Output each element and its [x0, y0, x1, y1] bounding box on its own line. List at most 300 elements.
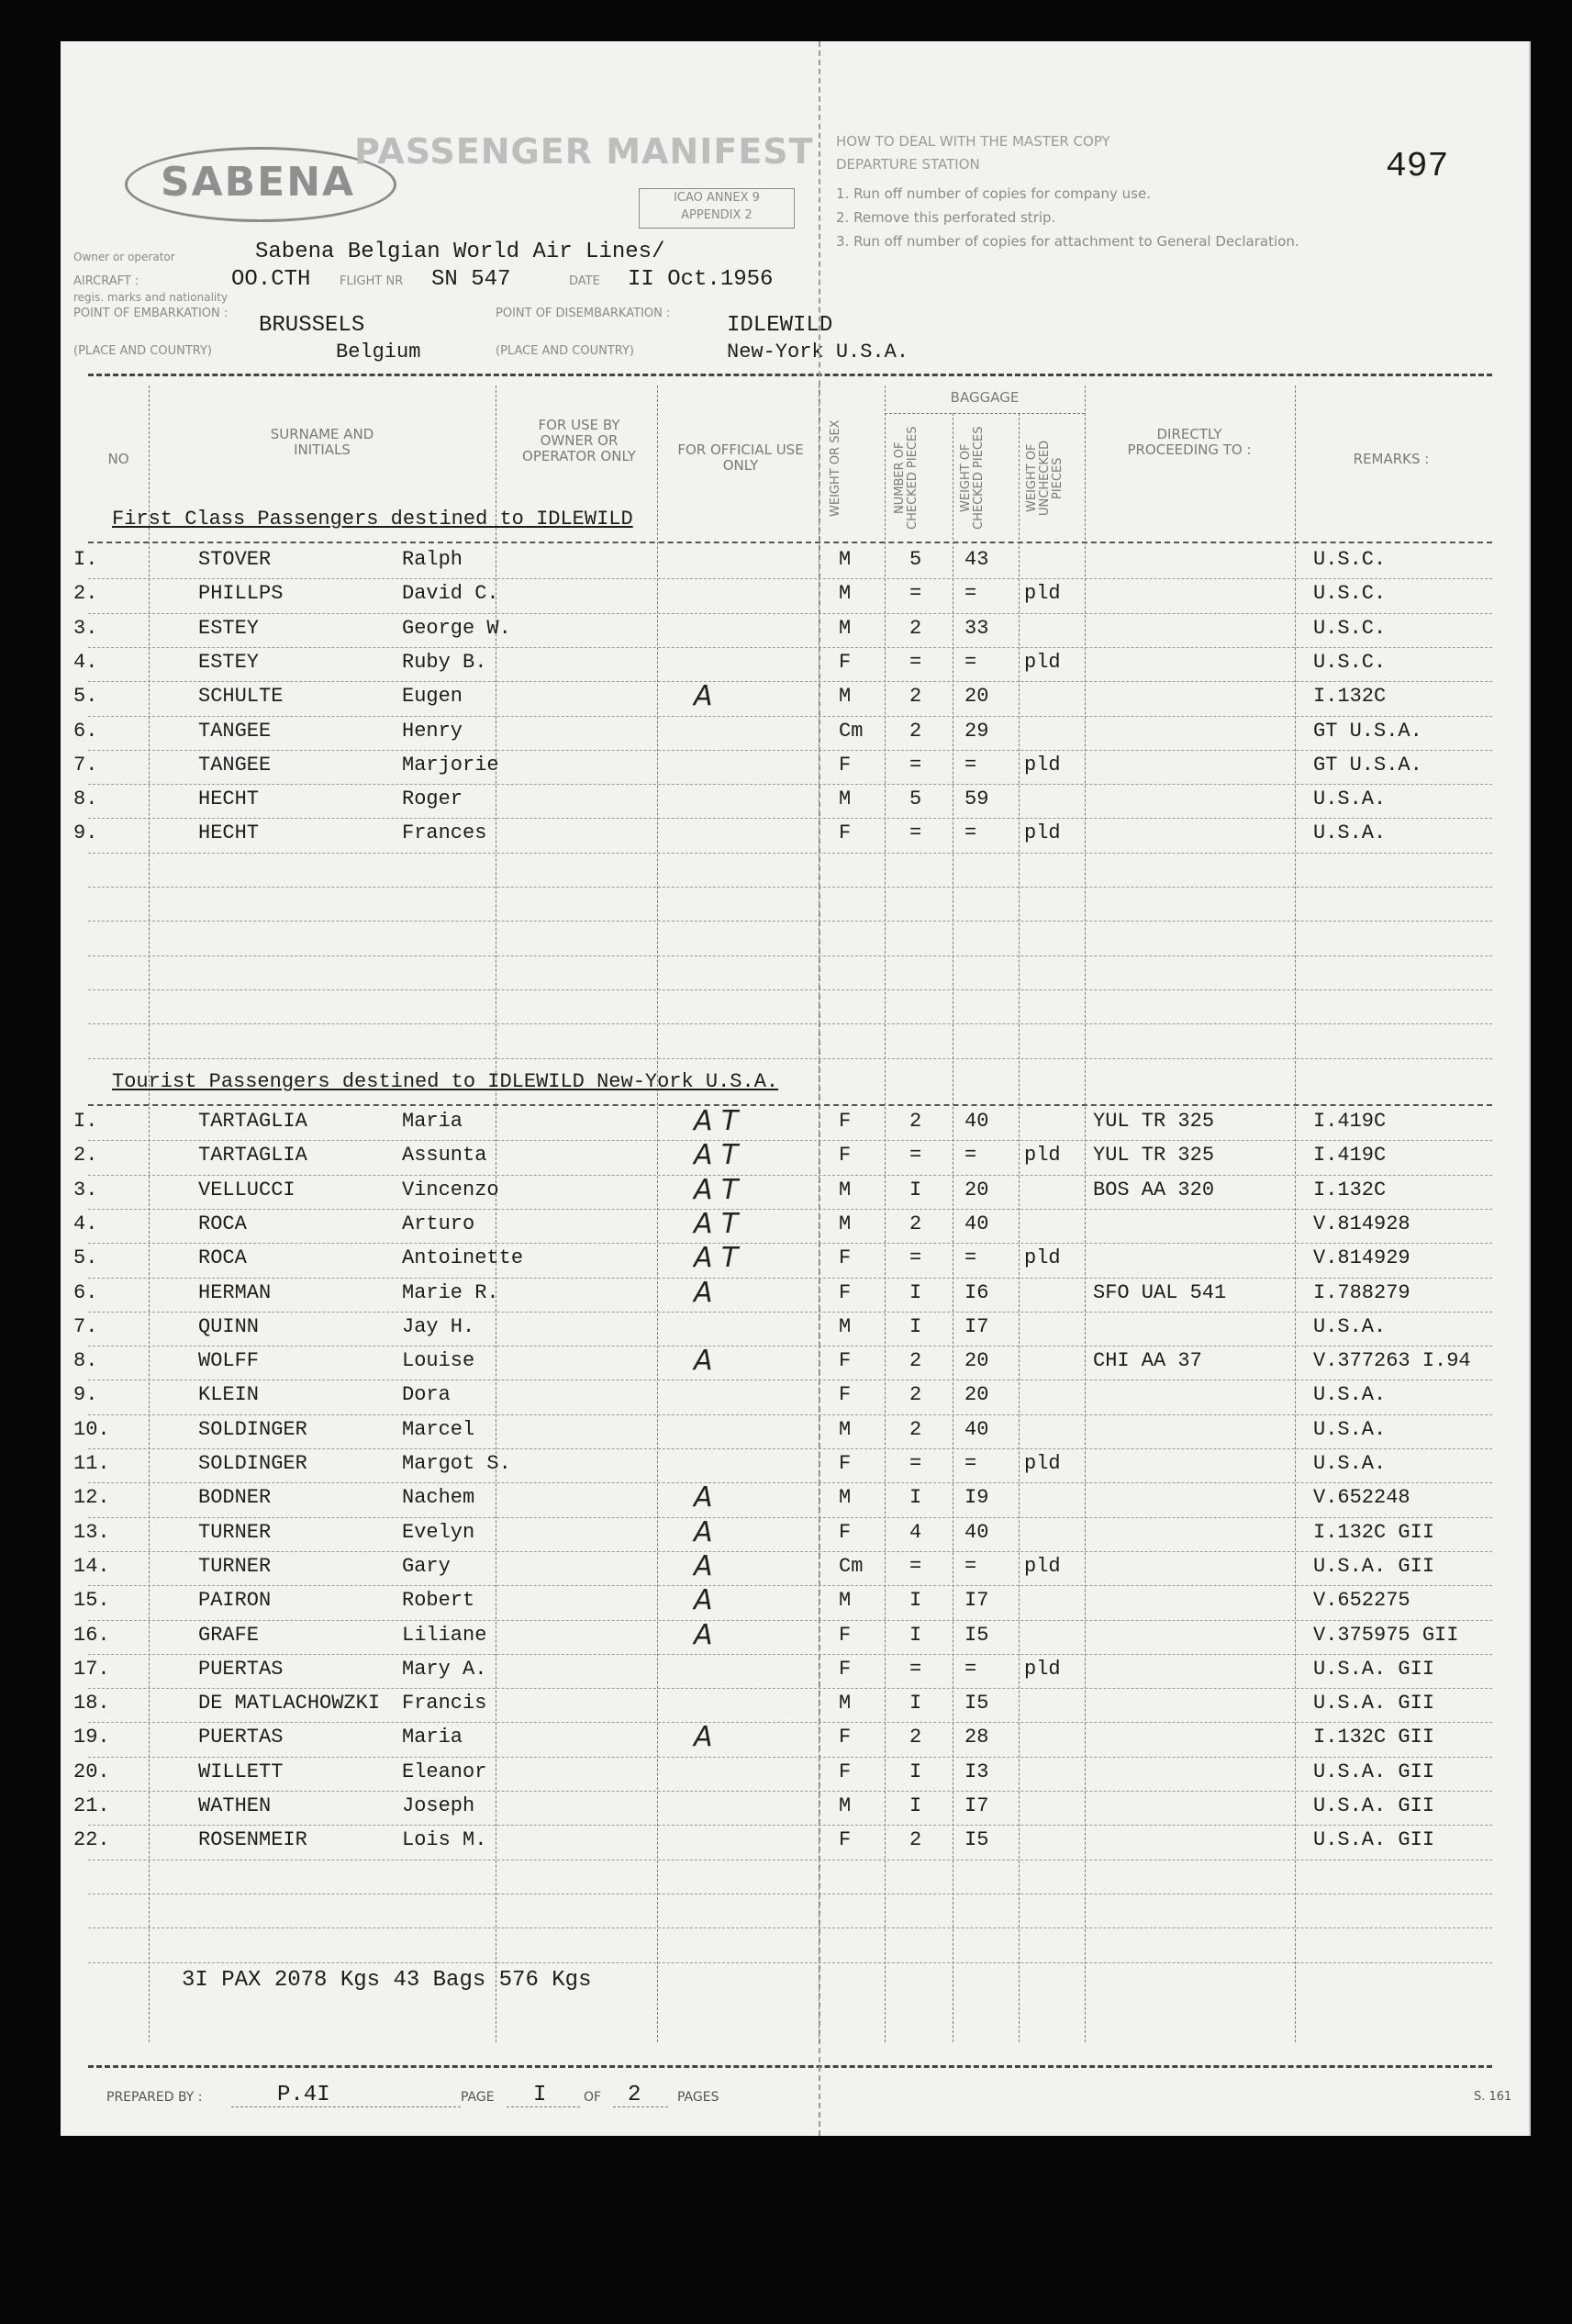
row-number: 9. — [73, 1383, 98, 1407]
checked-pieces: 2 — [909, 1212, 922, 1235]
header-bottom-line — [88, 542, 1492, 543]
given-name: Francis — [402, 1692, 487, 1715]
checked-pieces: 2 — [909, 1726, 922, 1749]
surname: PHILLPS — [198, 582, 284, 606]
checked-weight: I3 — [964, 1760, 989, 1783]
page-value: I — [533, 2083, 547, 2107]
row-line — [88, 1517, 1492, 1518]
unchecked-weight: pld — [1024, 582, 1061, 606]
date-label: DATE — [569, 274, 600, 288]
checked-weight: I7 — [964, 1589, 989, 1613]
surname: TURNER — [198, 1520, 272, 1544]
row-line — [88, 784, 1492, 785]
owner-value: Sabena Belgian World Air Lines/ — [255, 240, 665, 264]
row-number: 5. — [73, 685, 98, 709]
checked-weight: 40 — [964, 1520, 989, 1544]
sex: M — [839, 1212, 852, 1235]
unchecked-weight: pld — [1024, 1452, 1061, 1475]
sex: M — [839, 582, 852, 606]
given-name: Marie R. — [402, 1280, 499, 1304]
row-number: 11. — [73, 1452, 110, 1475]
given-name: Maria — [402, 1110, 463, 1133]
tourist-title: Tourist Passengers destined to IDLEWILD New-York U.S.A. — [112, 1070, 779, 1093]
surname: ROCA — [198, 1212, 247, 1235]
official-mark: A — [694, 1618, 713, 1651]
aircraft-sub: regis. marks and nationality — [73, 291, 229, 304]
surname: ROSENMEIR — [198, 1828, 307, 1852]
row-line — [88, 1585, 1492, 1586]
remarks: I.419C — [1313, 1110, 1387, 1133]
remarks: U.S.C. — [1313, 548, 1387, 571]
page-number: 497 — [1386, 147, 1449, 186]
form-title: PASSENGER MANIFEST — [354, 131, 814, 172]
col-header-checked-weight: WEIGHT OF CHECKED PIECES — [959, 426, 986, 531]
checked-weight: = — [964, 821, 977, 845]
remarks: I.132C — [1313, 1178, 1387, 1201]
surname: SCHULTE — [198, 685, 284, 709]
surname: WOLFF — [198, 1349, 260, 1373]
checked-pieces: = — [909, 1452, 922, 1475]
row-number: 13. — [73, 1520, 110, 1544]
surname: VELLUCCI — [198, 1178, 295, 1201]
totals-line: 3I PAX 2078 Kgs 43 Bags 576 Kgs — [182, 1968, 592, 1993]
checked-pieces: 2 — [909, 1110, 922, 1133]
row-number: 4. — [73, 1212, 98, 1235]
row-number: 7. — [73, 1314, 98, 1338]
embark-label: POINT OF EMBARKATION : — [73, 307, 229, 320]
row-number: 18. — [73, 1692, 110, 1715]
row-number: 14. — [73, 1554, 110, 1578]
logo-text: SABENA — [160, 159, 356, 206]
sex: F — [839, 1280, 852, 1304]
remarks: I.132C GII — [1313, 1520, 1435, 1544]
given-name: Nachem — [402, 1486, 475, 1510]
proceeding-to: BOS AA 320 — [1093, 1178, 1215, 1201]
remarks: U.S.C. — [1313, 616, 1387, 640]
row-line — [88, 1312, 1492, 1313]
sex: F — [839, 1657, 852, 1681]
remarks: U.S.A. GII — [1313, 1760, 1435, 1783]
official-mark: A T — [694, 1207, 739, 1240]
remarks: U.S.A. — [1313, 1452, 1387, 1475]
row-line — [88, 887, 1492, 888]
remarks: V.652275 — [1313, 1589, 1410, 1613]
checked-weight: I5 — [964, 1623, 989, 1647]
official-mark: A — [694, 680, 713, 713]
remarks: U.S.A. — [1313, 1417, 1387, 1441]
embark-country: Belgium — [336, 341, 421, 363]
row-line — [88, 1023, 1492, 1024]
given-name: Ruby B. — [402, 650, 487, 674]
remarks: U.S.A. GII — [1313, 1554, 1435, 1578]
sex: F — [839, 1349, 852, 1373]
checked-weight: I5 — [964, 1828, 989, 1852]
official-mark: A — [694, 1549, 713, 1582]
row-line — [88, 1927, 1492, 1928]
row-line — [88, 1058, 1492, 1059]
checked-weight: I7 — [964, 1794, 989, 1817]
surname: HERMAN — [198, 1280, 272, 1304]
checked-pieces: I — [909, 1314, 922, 1338]
checked-weight: = — [964, 1657, 977, 1681]
surname: PUERTAS — [198, 1657, 284, 1681]
checked-weight: = — [964, 753, 977, 777]
surname: HECHT — [198, 788, 260, 811]
checked-pieces: = — [909, 1144, 922, 1168]
remarks: U.S.A. — [1313, 821, 1387, 845]
sex: F — [839, 1110, 852, 1133]
checked-pieces: = — [909, 1554, 922, 1578]
page-underline — [507, 2106, 580, 2107]
col-header-surname: SURNAME AND INITIALS — [270, 426, 374, 458]
surname: DE MATLACHOWZKI — [198, 1692, 381, 1715]
checked-pieces: = — [909, 821, 922, 845]
surname: HECHT — [198, 821, 260, 845]
checked-weight: I6 — [964, 1280, 989, 1304]
instructions-title: HOW TO DEAL WITH THE MASTER COPY — [836, 133, 1110, 150]
col-header-baggage: BAGGAGE — [950, 389, 1020, 406]
checked-weight: = — [964, 650, 977, 674]
row-line — [88, 681, 1492, 682]
checked-weight: 28 — [964, 1726, 989, 1749]
remarks: V.377263 I.94 — [1313, 1349, 1471, 1373]
checked-weight: I9 — [964, 1486, 989, 1510]
checked-weight: I5 — [964, 1692, 989, 1715]
col-line-7 — [1019, 413, 1020, 2042]
row-number: 6. — [73, 719, 98, 743]
official-mark: A — [694, 1276, 713, 1309]
checked-weight: = — [964, 1144, 977, 1168]
row-number: 8. — [73, 788, 98, 811]
proceeding-to: CHI AA 37 — [1093, 1349, 1202, 1373]
remarks: U.S.A. — [1313, 788, 1387, 811]
checked-pieces: 4 — [909, 1520, 922, 1544]
row-number: 19. — [73, 1726, 110, 1749]
checked-weight: = — [964, 1452, 977, 1475]
checked-pieces: = — [909, 1657, 922, 1681]
table-top-line — [88, 374, 1492, 376]
sex: F — [839, 650, 852, 674]
official-mark: A T — [694, 1105, 739, 1137]
given-name: Antoinette — [402, 1246, 524, 1270]
sex: M — [839, 1794, 852, 1817]
row-line — [88, 716, 1492, 717]
checked-pieces: = — [909, 753, 922, 777]
remarks: I.132C — [1313, 685, 1387, 709]
disembark-country: New-York U.S.A. — [727, 341, 909, 363]
row-number: 2. — [73, 582, 98, 606]
given-name: Frances — [402, 821, 487, 845]
checked-pieces: 2 — [909, 1383, 922, 1407]
unchecked-weight: pld — [1024, 1554, 1061, 1578]
official-mark: A — [694, 1584, 713, 1617]
owner-label: Owner or operator — [73, 251, 175, 263]
row-line — [88, 1482, 1492, 1483]
pages-value: 2 — [628, 2083, 641, 2107]
sex: M — [839, 1178, 852, 1201]
official-mark: A — [694, 1481, 713, 1514]
flight-value: SN 547 — [431, 267, 511, 292]
surname: BODNER — [198, 1486, 272, 1510]
row-line — [88, 1140, 1492, 1141]
proceeding-to: YUL TR 325 — [1093, 1144, 1215, 1168]
row-line — [88, 1791, 1492, 1792]
row-number: 8. — [73, 1349, 98, 1373]
pages-label: PAGES — [677, 2090, 719, 2105]
checked-weight: 40 — [964, 1417, 989, 1441]
page-label: PAGE — [461, 2090, 495, 2105]
checked-pieces: I — [909, 1280, 922, 1304]
checked-weight: 29 — [964, 719, 989, 743]
checked-weight: 40 — [964, 1110, 989, 1133]
checked-weight: 20 — [964, 1383, 989, 1407]
sex: F — [839, 1383, 852, 1407]
remarks: U.S.A. GII — [1313, 1692, 1435, 1715]
surname: PAIRON — [198, 1589, 272, 1613]
surname: SOLDINGER — [198, 1452, 307, 1475]
sex: M — [839, 1486, 852, 1510]
unchecked-weight: pld — [1024, 753, 1061, 777]
given-name: Arturo — [402, 1212, 475, 1235]
given-name: Liliane — [402, 1623, 487, 1647]
row-line — [88, 1722, 1492, 1723]
checked-pieces: I — [909, 1692, 922, 1715]
row-line — [88, 1620, 1492, 1621]
checked-pieces: I — [909, 1794, 922, 1817]
remarks: V.652248 — [1313, 1486, 1410, 1510]
given-name: Ralph — [402, 548, 463, 571]
given-name: David C. — [402, 582, 499, 606]
sex: F — [839, 1144, 852, 1168]
row-number: 2. — [73, 1144, 98, 1168]
col-header-checked-pieces: NUMBER OF CHECKED PIECES — [893, 426, 920, 531]
row-line — [88, 578, 1492, 579]
given-name: Dora — [402, 1383, 451, 1407]
checked-weight: 59 — [964, 788, 989, 811]
row-number: 15. — [73, 1589, 110, 1613]
official-mark: A T — [694, 1139, 739, 1172]
disembark-value: IDLEWILD — [727, 313, 833, 338]
remarks: U.S.C. — [1313, 582, 1387, 606]
row-line — [88, 1448, 1492, 1449]
remarks: U.S.A. GII — [1313, 1657, 1435, 1681]
row-number: 6. — [73, 1280, 98, 1304]
surname: TANGEE — [198, 753, 272, 777]
remarks: GT U.S.A. — [1313, 753, 1422, 777]
official-mark: A T — [694, 1173, 739, 1206]
remarks: I.788279 — [1313, 1280, 1410, 1304]
row-line — [88, 853, 1492, 854]
sex: M — [839, 1417, 852, 1441]
of-label: OF — [584, 2090, 602, 2105]
checked-pieces: 5 — [909, 548, 922, 571]
row-line — [88, 1825, 1492, 1826]
checked-pieces: 2 — [909, 1417, 922, 1441]
baggage-sub-line — [885, 413, 1085, 414]
given-name: Lois M. — [402, 1828, 487, 1852]
remarks: GT U.S.A. — [1313, 719, 1422, 743]
surname: TARTAGLIA — [198, 1110, 307, 1133]
instruction-2: 2. Remove this perforated strip. — [836, 209, 1056, 226]
first-class-title: First Class Passengers destined to IDLEWILD — [112, 508, 633, 531]
aircraft-label: AIRCRAFT : — [73, 274, 139, 288]
row-number: 22. — [73, 1828, 110, 1852]
sex: F — [839, 1623, 852, 1647]
surname: TARTAGLIA — [198, 1144, 307, 1168]
prepared-label: PREPARED BY : — [106, 2090, 203, 2105]
given-name: Eugen — [402, 685, 463, 709]
remarks: V.375975 GII — [1313, 1623, 1459, 1647]
icao-line2: APPENDIX 2 — [681, 208, 753, 222]
row-line — [88, 613, 1492, 614]
checked-pieces: I — [909, 1589, 922, 1613]
row-number: 20. — [73, 1760, 110, 1783]
row-number: 12. — [73, 1486, 110, 1510]
row-number: 9. — [73, 821, 98, 845]
prepared-value: P.4I — [277, 2083, 330, 2107]
given-name: Gary — [402, 1554, 451, 1578]
row-number: I. — [73, 548, 98, 571]
row-line — [88, 818, 1492, 819]
pages-underline — [613, 2106, 668, 2107]
row-line — [88, 1175, 1492, 1176]
checked-pieces: I — [909, 1623, 922, 1647]
checked-pieces: 2 — [909, 1349, 922, 1373]
sex: F — [839, 821, 852, 845]
row-number: 4. — [73, 650, 98, 674]
sex: Cm — [839, 719, 864, 743]
official-mark: A — [694, 1515, 713, 1548]
surname: GRAFE — [198, 1623, 260, 1647]
surname: WATHEN — [198, 1794, 272, 1817]
sex: M — [839, 1314, 852, 1338]
checked-weight: 33 — [964, 616, 989, 640]
col-header-unchecked-weight: WEIGHT OF UNCHECKED PIECES — [1025, 440, 1065, 517]
unchecked-weight: pld — [1024, 821, 1061, 845]
checked-pieces: = — [909, 1246, 922, 1270]
checked-pieces: I — [909, 1486, 922, 1510]
icao-box — [639, 188, 795, 229]
manifest-sheet — [61, 41, 1531, 2136]
sex: F — [839, 1246, 852, 1270]
checked-pieces: 2 — [909, 685, 922, 709]
aircraft-value: OO.CTH — [231, 267, 311, 292]
checked-weight: 20 — [964, 1178, 989, 1201]
given-name: Marcel — [402, 1417, 475, 1441]
col-header-official-use: FOR OFFICIAL USE ONLY — [677, 441, 804, 474]
section-divider — [88, 1104, 1492, 1106]
row-number: 10. — [73, 1417, 110, 1441]
checked-pieces: 5 — [909, 788, 922, 811]
col-header-sex: WEIGHT OR SEX — [829, 419, 842, 517]
unchecked-weight: pld — [1024, 1657, 1061, 1681]
given-name: Margot S. — [402, 1452, 511, 1475]
sex: F — [839, 1760, 852, 1783]
flight-label: FLIGHT NR — [340, 274, 404, 288]
surname: WILLETT — [198, 1760, 284, 1783]
checked-weight: 40 — [964, 1212, 989, 1235]
given-name: Eleanor — [402, 1760, 487, 1783]
checked-weight: = — [964, 582, 977, 606]
checked-weight: 20 — [964, 1349, 989, 1373]
sex: M — [839, 616, 852, 640]
sex: M — [839, 685, 852, 709]
sex: M — [839, 788, 852, 811]
remarks: U.S.A. — [1313, 1383, 1387, 1407]
unchecked-weight: pld — [1024, 1144, 1061, 1168]
row-line — [88, 1757, 1492, 1758]
remarks: U.S.A. — [1313, 1314, 1387, 1338]
given-name: Marjorie — [402, 753, 499, 777]
given-name: George W. — [402, 616, 511, 640]
checked-weight: = — [964, 1246, 977, 1270]
date-value: II Oct.1956 — [628, 267, 774, 292]
given-name: Evelyn — [402, 1520, 475, 1544]
surname: TURNER — [198, 1554, 272, 1578]
col-header-remarks: REMARKS : — [1353, 451, 1430, 467]
surname: STOVER — [198, 548, 272, 571]
checked-pieces: 2 — [909, 1828, 922, 1852]
disembark-label: POINT OF DISEMBARKATION : — [496, 307, 671, 320]
official-mark: A — [694, 1345, 713, 1378]
row-line — [88, 1278, 1492, 1279]
given-name: Roger — [402, 788, 463, 811]
given-name: Mary A. — [402, 1657, 487, 1681]
surname: ESTEY — [198, 616, 260, 640]
official-mark: A — [694, 1721, 713, 1754]
row-line — [88, 1962, 1492, 1963]
checked-pieces: 2 — [909, 616, 922, 640]
checked-weight: = — [964, 1554, 977, 1578]
remarks: U.S.C. — [1313, 650, 1387, 674]
col-line-9 — [1295, 385, 1296, 2042]
given-name: Maria — [402, 1726, 463, 1749]
given-name: Assunta — [402, 1144, 487, 1168]
col-line-3 — [657, 385, 658, 2042]
sex: F — [839, 1726, 852, 1749]
instruction-3: 3. Run off number of copies for attachment to General Declaration. — [836, 233, 1299, 250]
col-line-8 — [1085, 385, 1086, 2042]
row-line — [88, 921, 1492, 922]
row-number: 5. — [73, 1246, 98, 1270]
row-number: 21. — [73, 1794, 110, 1817]
instructions-station: DEPARTURE STATION — [836, 156, 980, 173]
sex: F — [839, 1452, 852, 1475]
sex: M — [839, 548, 852, 571]
row-line — [88, 1551, 1492, 1552]
col-line-1 — [149, 385, 150, 2042]
row-line — [88, 955, 1492, 956]
col-header-proceeding: DIRECTLY PROCEEDING TO : — [1127, 426, 1252, 458]
col-line-5 — [885, 385, 886, 2042]
remarks: I.419C — [1313, 1144, 1387, 1168]
remarks: I.132C GII — [1313, 1726, 1435, 1749]
remarks: V.814928 — [1313, 1212, 1410, 1235]
remarks: U.S.A. GII — [1313, 1828, 1435, 1852]
instruction-1: 1. Run off number of copies for company use. — [836, 185, 1151, 202]
proceeding-to: SFO UAL 541 — [1093, 1280, 1227, 1304]
surname: ESTEY — [198, 650, 260, 674]
surname: SOLDINGER — [198, 1417, 307, 1441]
icao-line1: ICAO ANNEX 9 — [674, 191, 760, 205]
form-code: S. 161 — [1474, 2090, 1512, 2104]
row-number: 17. — [73, 1657, 110, 1681]
sex: M — [839, 1589, 852, 1613]
disembark-place-label: (PLACE AND COUNTRY) — [496, 344, 635, 358]
col-header-owner-use: FOR USE BY OWNER OR OPERATOR ONLY — [522, 417, 636, 464]
row-number: 16. — [73, 1623, 110, 1647]
checked-pieces: = — [909, 650, 922, 674]
